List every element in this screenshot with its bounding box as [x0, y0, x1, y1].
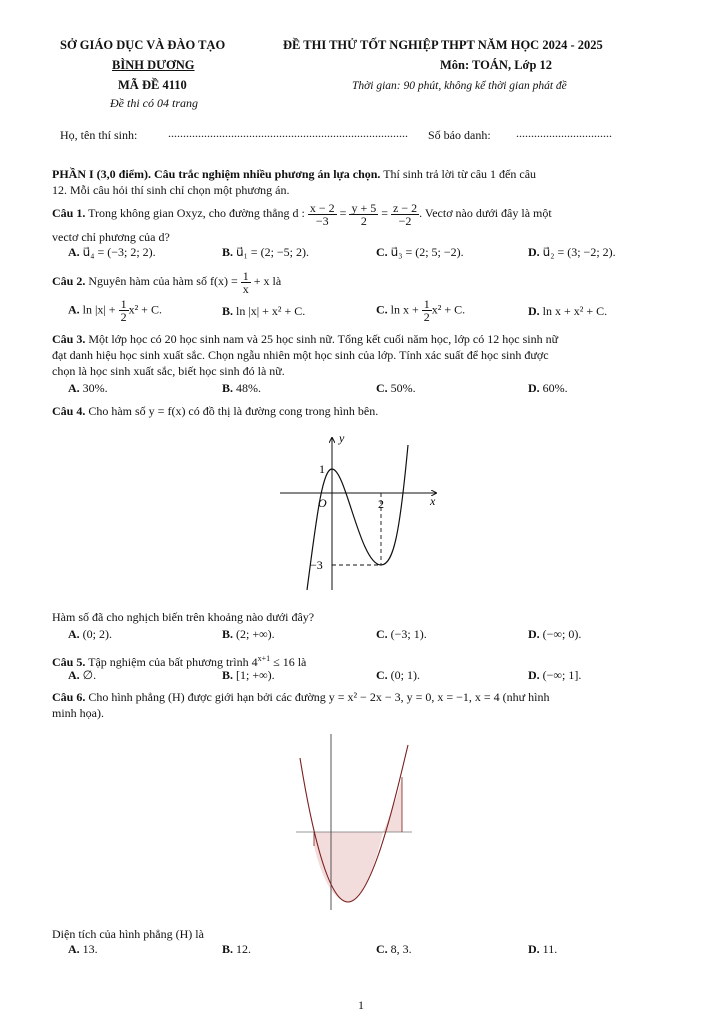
- q2-option-b[interactable]: B. ln |x| + x² + C.: [222, 304, 306, 318]
- q6-option-b[interactable]: B. 12.: [222, 942, 252, 956]
- q2-text-b: + x là: [253, 274, 282, 288]
- q2-option-d[interactable]: D. ln x + x² + C.: [528, 304, 608, 318]
- q2-stem: [52, 266, 674, 296]
- q1-frac-2: $\frac{y + 5}{2}$: [351, 200, 377, 228]
- q1-option-c[interactable]: C. u⃗₃ = (2; 5; −2).: [376, 245, 464, 259]
- q1-frac-3: $\frac{z - 2}{-2}$: [393, 200, 418, 228]
- q2-option-c[interactable]: C. ln x + $\frac{1}{2}$ x² + C.: [376, 297, 466, 324]
- q4-tick-minus3: −3: [310, 558, 323, 572]
- q3-option-c[interactable]: C. 50%.: [376, 381, 416, 395]
- page-number: 1: [358, 998, 364, 1012]
- q5-option-d[interactable]: D. (−∞; 1].: [528, 668, 582, 682]
- department-name: SỞ GIÁO DỤC VÀ ĐÀO TẠO: [60, 38, 226, 52]
- q1-option-b[interactable]: B. u⃗₁ = (2; −5; 2).: [222, 245, 309, 259]
- q5-stem: Câu 5. Tập nghiệm của bất phương trình $4^{x+1} \le 16$ là: [52, 654, 307, 669]
- part1-intro: Thí sinh trả lời từ câu 1 đến câu: [383, 167, 537, 181]
- q2-label: Câu 2.: [52, 274, 86, 288]
- q4-option-a[interactable]: A. (0; 2).: [68, 627, 112, 641]
- exam-title: ĐỀ THI THỬ TỐT NGHIỆP THPT NĂM HỌC 2024 - 2025: [283, 38, 603, 52]
- q3-line-2: đạt danh hiệu học sinh xuất sắc. Chọn ngẫu nhiên một học sinh của lớp. Tính xác suất để học sinh được: [52, 348, 549, 362]
- part1-intro-2: 12. Mỗi câu hỏi thí sinh chỉ chọn một phương án.: [52, 183, 290, 197]
- page-count-note: Đề thi có 04 trang: [110, 96, 198, 110]
- q4-label: Câu 4.: [52, 404, 86, 418]
- part1-heading: [52, 166, 674, 182]
- q1-option-a[interactable]: A. u⃗₄ = (−3; 2; 2).: [68, 245, 156, 259]
- q3-option-b[interactable]: B. 48%.: [222, 381, 262, 395]
- q3-option-a[interactable]: A. 30%.: [68, 381, 108, 395]
- q6-line-2: minh họa).: [52, 706, 104, 720]
- q6-option-c[interactable]: C. 8, 3.: [376, 942, 412, 956]
- q1-text-b: . Vectơ nào dưới đây là một: [419, 206, 552, 220]
- q5-label: Câu 5.: [52, 655, 86, 669]
- subject-line: Môn: TOÁN, Lớp 12: [440, 58, 553, 72]
- candidate-id-field[interactable]: ................................: [516, 126, 612, 140]
- q4-stem: Câu 4. Cho hàm số y = f(x) có đồ thị là đường cong trong hình bên.: [52, 404, 379, 418]
- q4-option-d[interactable]: D. (−∞; 0).: [528, 627, 582, 641]
- q1-text-a: Trong không gian Oxyz, cho đường thẳng d :: [88, 206, 305, 220]
- q4-tick-2: 2: [378, 497, 384, 511]
- q4-y-label: y: [339, 431, 345, 445]
- q3-label: Câu 3.: [52, 332, 86, 346]
- q1-stem: Câu 1. Trong không gian Oxyz, cho đường thẳng d : $\frac{x - 2}{-3}$ = $\frac{y + 5}{2}$ = $\frac{z - 2}{-2}$ . Vectơ nào dưới đây là một: [52, 200, 552, 228]
- q6-shaded-region: [314, 777, 402, 902]
- q1-label: Câu 1.: [52, 206, 86, 220]
- q4-origin-label: O: [318, 496, 327, 510]
- q6-parabola: [300, 745, 408, 902]
- q6-label: Câu 6.: [52, 690, 86, 704]
- q6-question: Diện tích của hình phẳng (H) là: [52, 927, 204, 941]
- q3-line-3: chọn là học sinh xuất sắc, biết học sinh đó là nữ.: [52, 364, 285, 378]
- candidate-id-label: Số báo danh:: [428, 128, 491, 142]
- exam-code: MÃ ĐỀ 4110: [118, 78, 187, 92]
- q3-line-1: Câu 3. Một lớp học có 20 học sinh nam và 25 học sinh nữ. Tổng kết cuối năm học, lớp có 12 học sinh nữ: [52, 332, 559, 346]
- candidate-name-label: Họ, tên thí sinh:: [60, 128, 138, 142]
- q1-frac-1: $\frac{x - 2}{-3}$: [309, 200, 335, 228]
- q4-tick-1: 1: [319, 462, 325, 476]
- q4-question: Hàm số đã cho nghịch biến trên khoảng nào dưới đây?: [52, 610, 315, 624]
- q4-option-b[interactable]: B. (2; +∞).: [222, 627, 275, 641]
- q6-line-1: Câu 6. Cho hình phẳng (H) được giới hạn bởi các đường y = x² − 2x − 3, y = 0, x = −1, x = 4 (như hình: [52, 690, 550, 704]
- candidate-name-field[interactable]: ................................................................................: [168, 126, 408, 140]
- q4-curve: [307, 445, 408, 590]
- q2-option-a[interactable]: A. ln |x| + $\frac{1}{2}$ x² + C.: [68, 297, 162, 324]
- q2-frac: $\frac{1}{x}$: [242, 268, 249, 296]
- q6-option-d[interactable]: D. 11.: [528, 942, 558, 956]
- q2-text-a: Nguyên hàm của hàm số f(x) =: [88, 274, 238, 288]
- q1-text-c: vectơ chỉ phương của d?: [52, 230, 170, 244]
- q6-option-a[interactable]: A. 13.: [68, 942, 98, 956]
- q4-x-label: x: [430, 494, 436, 508]
- q5-option-c[interactable]: C. (0; 1).: [376, 668, 420, 682]
- q4-option-c[interactable]: C. (−3; 1).: [376, 627, 427, 641]
- part1-title: PHẦN I (3,0 điểm). Câu trắc nghiệm nhiều phương án lựa chọn.: [52, 167, 381, 181]
- province-name: BÌNH DƯƠNG: [112, 58, 195, 72]
- q5-option-a[interactable]: A. ∅.: [68, 668, 97, 682]
- time-note: Thời gian: 90 phút, không kể thời gian phát đề: [352, 80, 567, 92]
- q5-option-b[interactable]: B. [1; +∞).: [222, 668, 275, 682]
- q3-option-d[interactable]: D. 60%.: [528, 381, 568, 395]
- q1-option-d[interactable]: D. u⃗₂ = (3; −2; 2).: [528, 245, 616, 259]
